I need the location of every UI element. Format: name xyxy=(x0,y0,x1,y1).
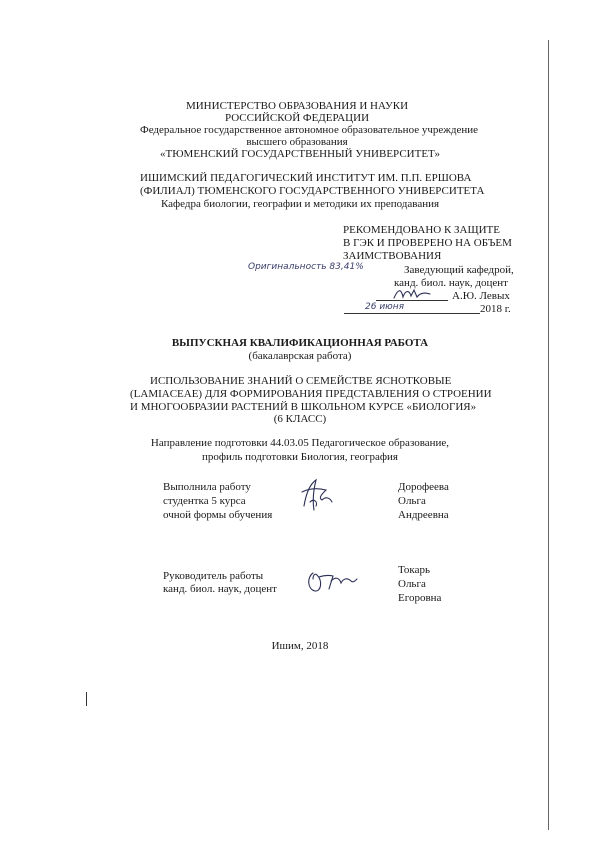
ministry-line-4: высшего образования xyxy=(246,136,348,148)
student-first-name: Ольга xyxy=(398,495,426,507)
supervisor-surname: Токарь xyxy=(398,564,430,576)
work-title-line-3: И МНОГООБРАЗИИ РАСТЕНИЙ В ШКОЛЬНОМ КУРСЕ «БИОЛОГИЯ» xyxy=(130,401,477,413)
institute-line-2: (ФИЛИАЛ) ТЮМЕНСКОГО ГОСУДАРСТВЕННОГО УНИВЕРСИТЕТА xyxy=(140,185,485,197)
work-type: ВЫПУСКНАЯ КВАЛИФИКАЦИОННАЯ РАБОТА xyxy=(171,337,429,349)
date-line-tail xyxy=(448,313,480,314)
ministry-line-2: РОССИЙСКОЙ ФЕДЕРАЦИИ xyxy=(224,112,370,124)
ministry-line-3: Федеральное государственное автономное образовательное учреждение xyxy=(140,124,478,136)
work-title-line-4: (6 КЛАСС) xyxy=(273,413,327,425)
scan-page-edge xyxy=(548,40,549,830)
student-signature xyxy=(296,476,336,516)
approval-line-3: ЗАИМСТВОВАНИЯ xyxy=(343,250,442,262)
student-patronymic: Андреевна xyxy=(398,509,449,521)
supervisor-first-name: Ольга xyxy=(398,578,426,590)
head-signature xyxy=(392,285,432,301)
supervisor-role-1: Руководитель работы xyxy=(163,570,264,582)
ministry-line-1: МИНИСТЕРСТВО ОБРАЗОВАНИЯ И НАУКИ xyxy=(185,100,409,112)
direction-line-2: профиль подготовки Биология, география xyxy=(202,451,398,463)
approval-line-1: РЕКОМЕНДОВАНО К ЗАЩИТЕ xyxy=(343,224,500,236)
work-subtype: (бакалаврская работа) xyxy=(248,350,352,362)
scan-mark xyxy=(86,692,87,706)
department-name: Кафедра биологии, географии и методики их преподавания xyxy=(160,198,440,210)
work-title-line-1: ИСПОЛЬЗОВАНИЕ ЗНАНИЙ О СЕМЕЙСТВЕ ЯСНОТКОВЫЕ xyxy=(150,375,452,387)
student-role-3: очной формы обучения xyxy=(163,509,273,521)
student-surname: Дорофеева xyxy=(398,481,449,493)
supervisor-signature xyxy=(303,565,359,599)
originality-note: Оригинальность 83,41% xyxy=(248,262,364,272)
student-role-1: Выполнила работу xyxy=(163,481,251,493)
approval-date: 26 июня xyxy=(365,302,405,312)
institute-line-1: ИШИМСКИЙ ПЕДАГОГИЧЕСКИЙ ИНСТИТУТ ИМ. П.П. ЕРШОВА xyxy=(140,172,472,184)
supervisor-patronymic: Егоровна xyxy=(398,592,442,604)
head-title: Заведующий кафедрой, xyxy=(404,264,514,276)
supervisor-role-2: канд. биол. наук, доцент xyxy=(163,583,277,595)
direction-line-1: Направление подготовки 44.03.05 Педагогическое образование, xyxy=(150,437,450,449)
university-name: «ТЮМЕНСКИЙ ГОСУДАРСТВЕННЫЙ УНИВЕРСИТЕТ» xyxy=(160,148,440,160)
head-degree: канд. биол. наук, доцент xyxy=(394,277,508,289)
approval-year: 2018 г. xyxy=(480,303,511,315)
approval-line-2: В ГЭК И ПРОВЕРЕНО НА ОБЪЕМ xyxy=(343,237,512,249)
date-line xyxy=(344,313,448,314)
student-role-2: студентка 5 курса xyxy=(163,495,246,507)
city-year: Ишим, 2018 xyxy=(271,640,329,652)
head-name: А.Ю. Левых xyxy=(452,290,510,302)
work-title-line-2: (LAMIACEAE) ДЛЯ ФОРМИРОВАНИЯ ПРЕДСТАВЛЕНИЯ О СТРОЕНИИ xyxy=(130,388,492,400)
